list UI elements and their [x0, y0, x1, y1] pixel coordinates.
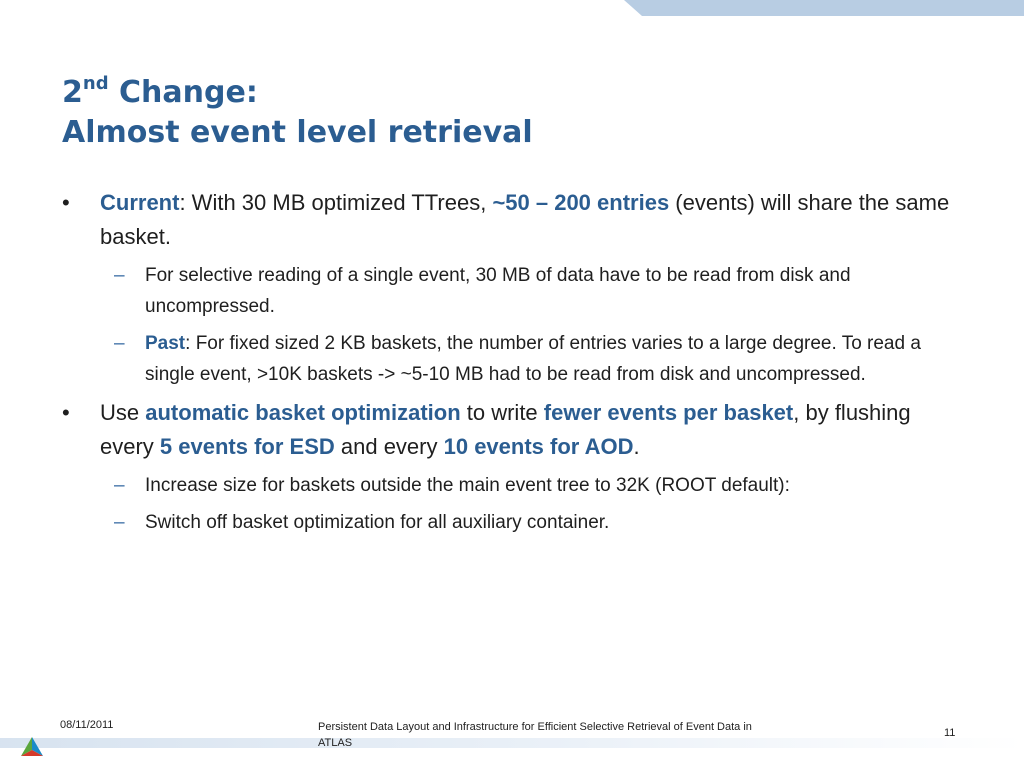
- past-label: Past: [145, 333, 186, 354]
- bullet-marker: •: [62, 190, 70, 215]
- footer-presentation-title: Persistent Data Layout and Infrastructure for Efficient Selective Retrieval of Event Data in ATLAS: [318, 721, 752, 749]
- slide-body: [62, 186, 962, 544]
- entries-highlight: ~50 – 200 entries: [492, 190, 670, 215]
- top-decorative-band: [624, 0, 1024, 16]
- b2-text-2: to write: [460, 400, 544, 425]
- subbullet-switch-off: [62, 507, 962, 538]
- current-text-1: : With 30 MB optimized TTrees,: [179, 190, 493, 215]
- bullet-automatic-optimization: [62, 396, 962, 464]
- subbullet-selective-reading: [62, 260, 962, 322]
- dash-marker: –: [114, 265, 125, 286]
- fewer-events-highlight: fewer events per basket: [543, 400, 794, 425]
- title-line-1-text: Change:: [108, 75, 258, 110]
- b2-text-4: and every: [334, 434, 444, 459]
- page-number: 11: [944, 727, 956, 739]
- dash-marker: –: [114, 333, 125, 354]
- bullet-marker: •: [62, 400, 70, 425]
- b2-text-3: , by flushing every: [100, 400, 911, 459]
- title-ordinal-suffix: nd: [82, 73, 109, 94]
- title-line-1: [62, 66, 533, 113]
- dash-marker: –: [114, 475, 125, 496]
- esd-highlight: 5 events for ESD: [159, 434, 335, 459]
- argonne-logo-icon: [20, 736, 44, 758]
- bullet-current: [62, 186, 962, 254]
- current-text-2: (events) will share the same basket.: [100, 190, 950, 249]
- selective-reading-text: For selective reading of a single event, 30 MB of data have to be read from disk and uncompressed.: [145, 265, 851, 317]
- automatic-basket-optimization-highlight: automatic basket optimization: [145, 400, 461, 425]
- increase-size-text: Increase size for baskets outside the main event tree to 32K (ROOT default):: [145, 475, 790, 496]
- subbullet-past: [62, 328, 962, 390]
- slide-title: [62, 66, 533, 153]
- title-line-2: Almost event level retrieval: [62, 115, 533, 150]
- current-label: Current: [100, 190, 180, 215]
- subbullet-increase-size: [62, 470, 962, 501]
- switch-off-text: Switch off basket optimization for all auxiliary container.: [145, 512, 610, 533]
- past-text: : For fixed sized 2 KB baskets, the number of entries varies to a large degree. To read a single event, >10K baskets -> ~5-10 MB had to be read from disk and uncompressed.: [145, 333, 921, 385]
- footer-date: 08/11/2011: [60, 719, 114, 731]
- b2-text-1: Use: [100, 400, 146, 425]
- b2-text-5: .: [633, 434, 640, 459]
- title-ordinal-number: 2: [62, 75, 83, 110]
- dash-marker: –: [114, 512, 125, 533]
- aod-highlight: 10 events for AOD: [443, 434, 634, 459]
